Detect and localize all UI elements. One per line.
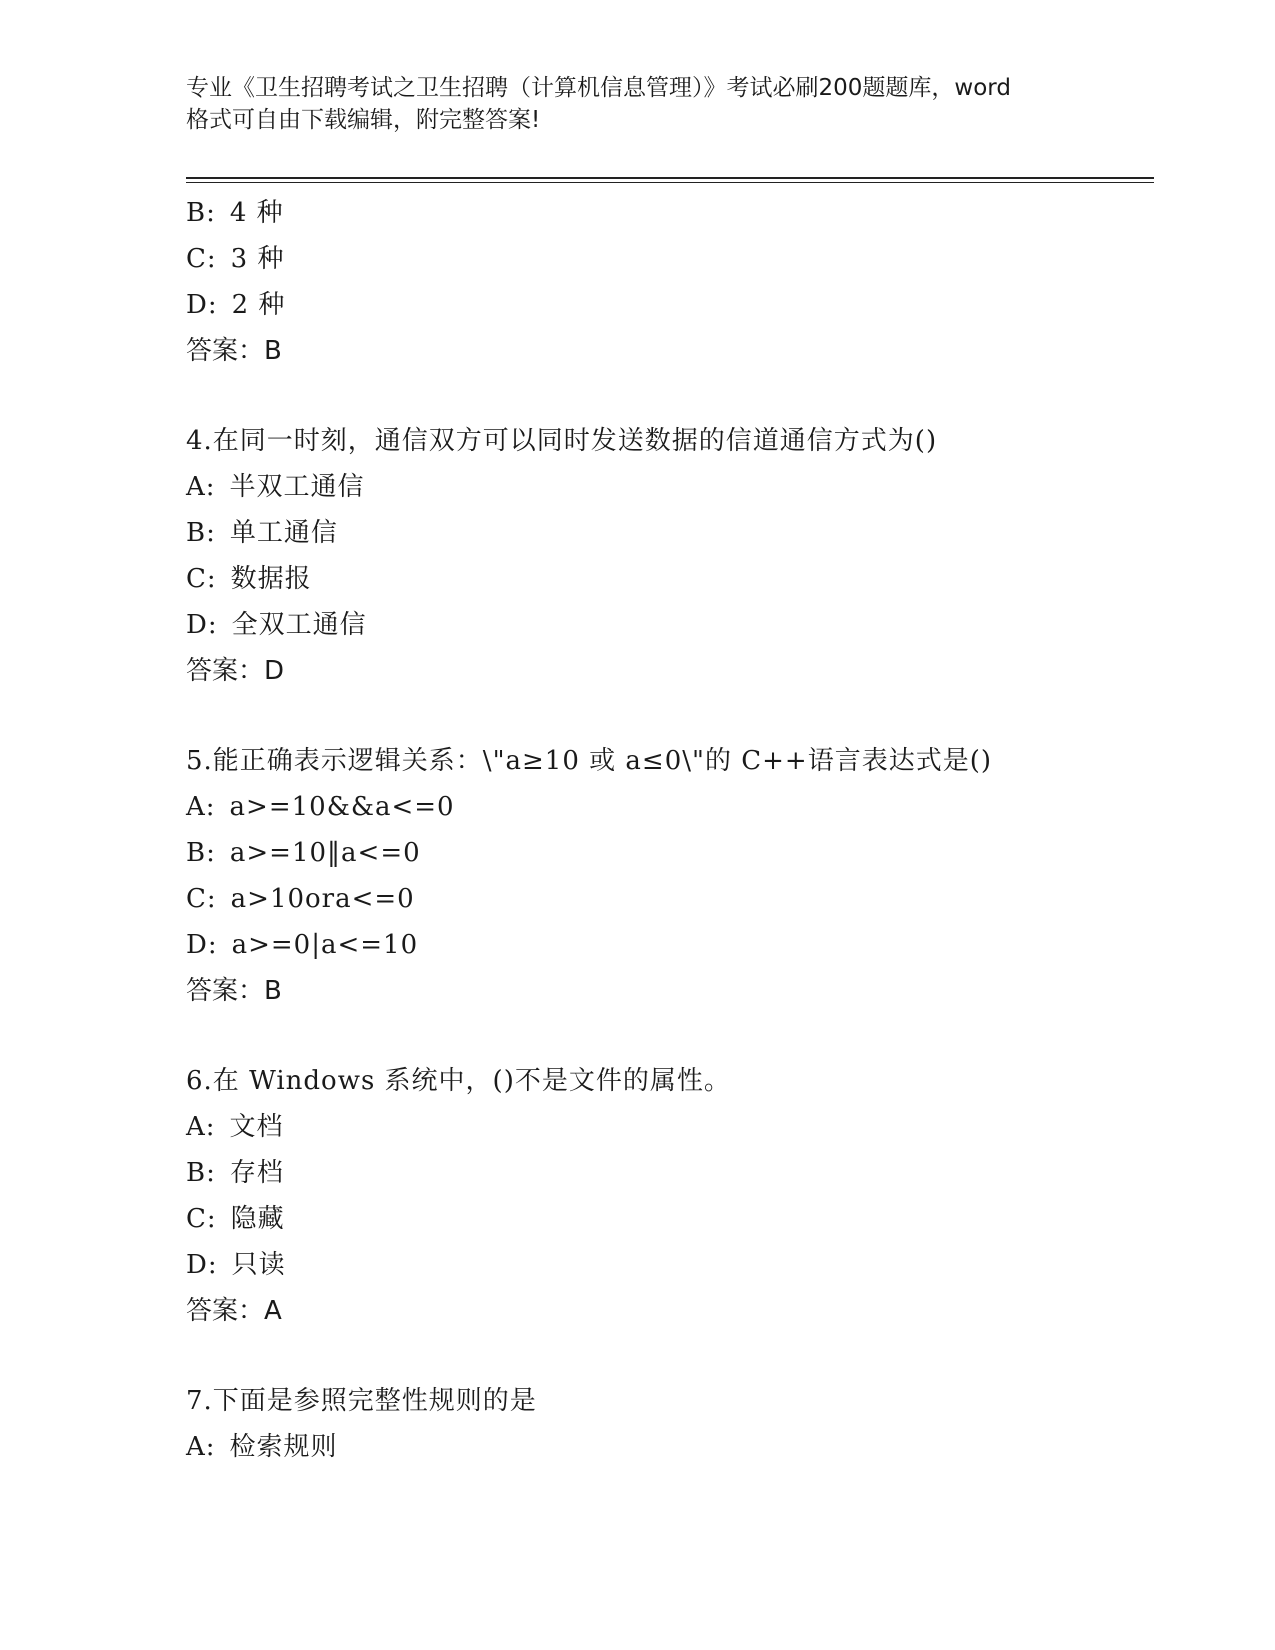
- question-text: 5.能正确表示逻辑关系：\"a≥10 或 a≤0\"的 C++语言表达式是(): [186, 746, 992, 776]
- question-3-tail: [186, 190, 1154, 374]
- option-b: B: a>=10‖a<=0: [186, 838, 421, 868]
- question-5: [186, 738, 1154, 1014]
- option-b: B: 存档: [186, 1158, 284, 1188]
- question-list: [186, 190, 1154, 1470]
- option-c: C: 隐藏: [186, 1204, 285, 1234]
- option-b: B: 4 种: [186, 198, 284, 228]
- question-4: [186, 418, 1154, 694]
- option-c: C: 3 种: [186, 244, 285, 274]
- option-d: D: 全双工通信: [186, 610, 367, 640]
- option-c: C: a>10ora<=0: [186, 884, 415, 914]
- option-d: D: 2 种: [186, 290, 286, 320]
- option-c: C: 数据报: [186, 564, 312, 594]
- spacer: [186, 374, 1154, 418]
- answer-line: 答案：D: [186, 656, 285, 686]
- question-text: 6.在 Windows 系统中，()不是文件的属性。: [186, 1066, 731, 1096]
- answer-line: 答案：B: [186, 336, 282, 366]
- answer-line: 答案：A: [186, 1296, 282, 1326]
- option-a: A: a>=10&&a<=0: [186, 792, 455, 822]
- option-a: A: 文档: [186, 1112, 284, 1142]
- option-d: D: a>=0|a<=10: [186, 930, 419, 960]
- document-header: [186, 72, 1086, 136]
- spacer: [186, 1334, 1154, 1378]
- question-7: [186, 1378, 1154, 1470]
- option-a: A: 检索规则: [186, 1432, 338, 1462]
- header-divider-thin: [186, 182, 1154, 183]
- header-divider-thick: [186, 177, 1154, 179]
- question-text: 7.下面是参照完整性规则的是: [186, 1386, 537, 1416]
- header-line-2: 格式可自由下载编辑，附完整答案!: [186, 107, 541, 133]
- answer-line: 答案：B: [186, 976, 282, 1006]
- header-line-1: 专业《卫生招聘考试之卫生招聘（计算机信息管理）》考试必刷200题题库，word: [186, 75, 1011, 101]
- question-text: 4.在同一时刻，通信双方可以同时发送数据的信道通信方式为(): [186, 426, 938, 456]
- option-a: A: 半双工通信: [186, 472, 365, 502]
- question-6: [186, 1058, 1154, 1334]
- option-b: B: 单工通信: [186, 518, 338, 548]
- option-d: D: 只读: [186, 1250, 286, 1280]
- spacer: [186, 1014, 1154, 1058]
- spacer: [186, 694, 1154, 738]
